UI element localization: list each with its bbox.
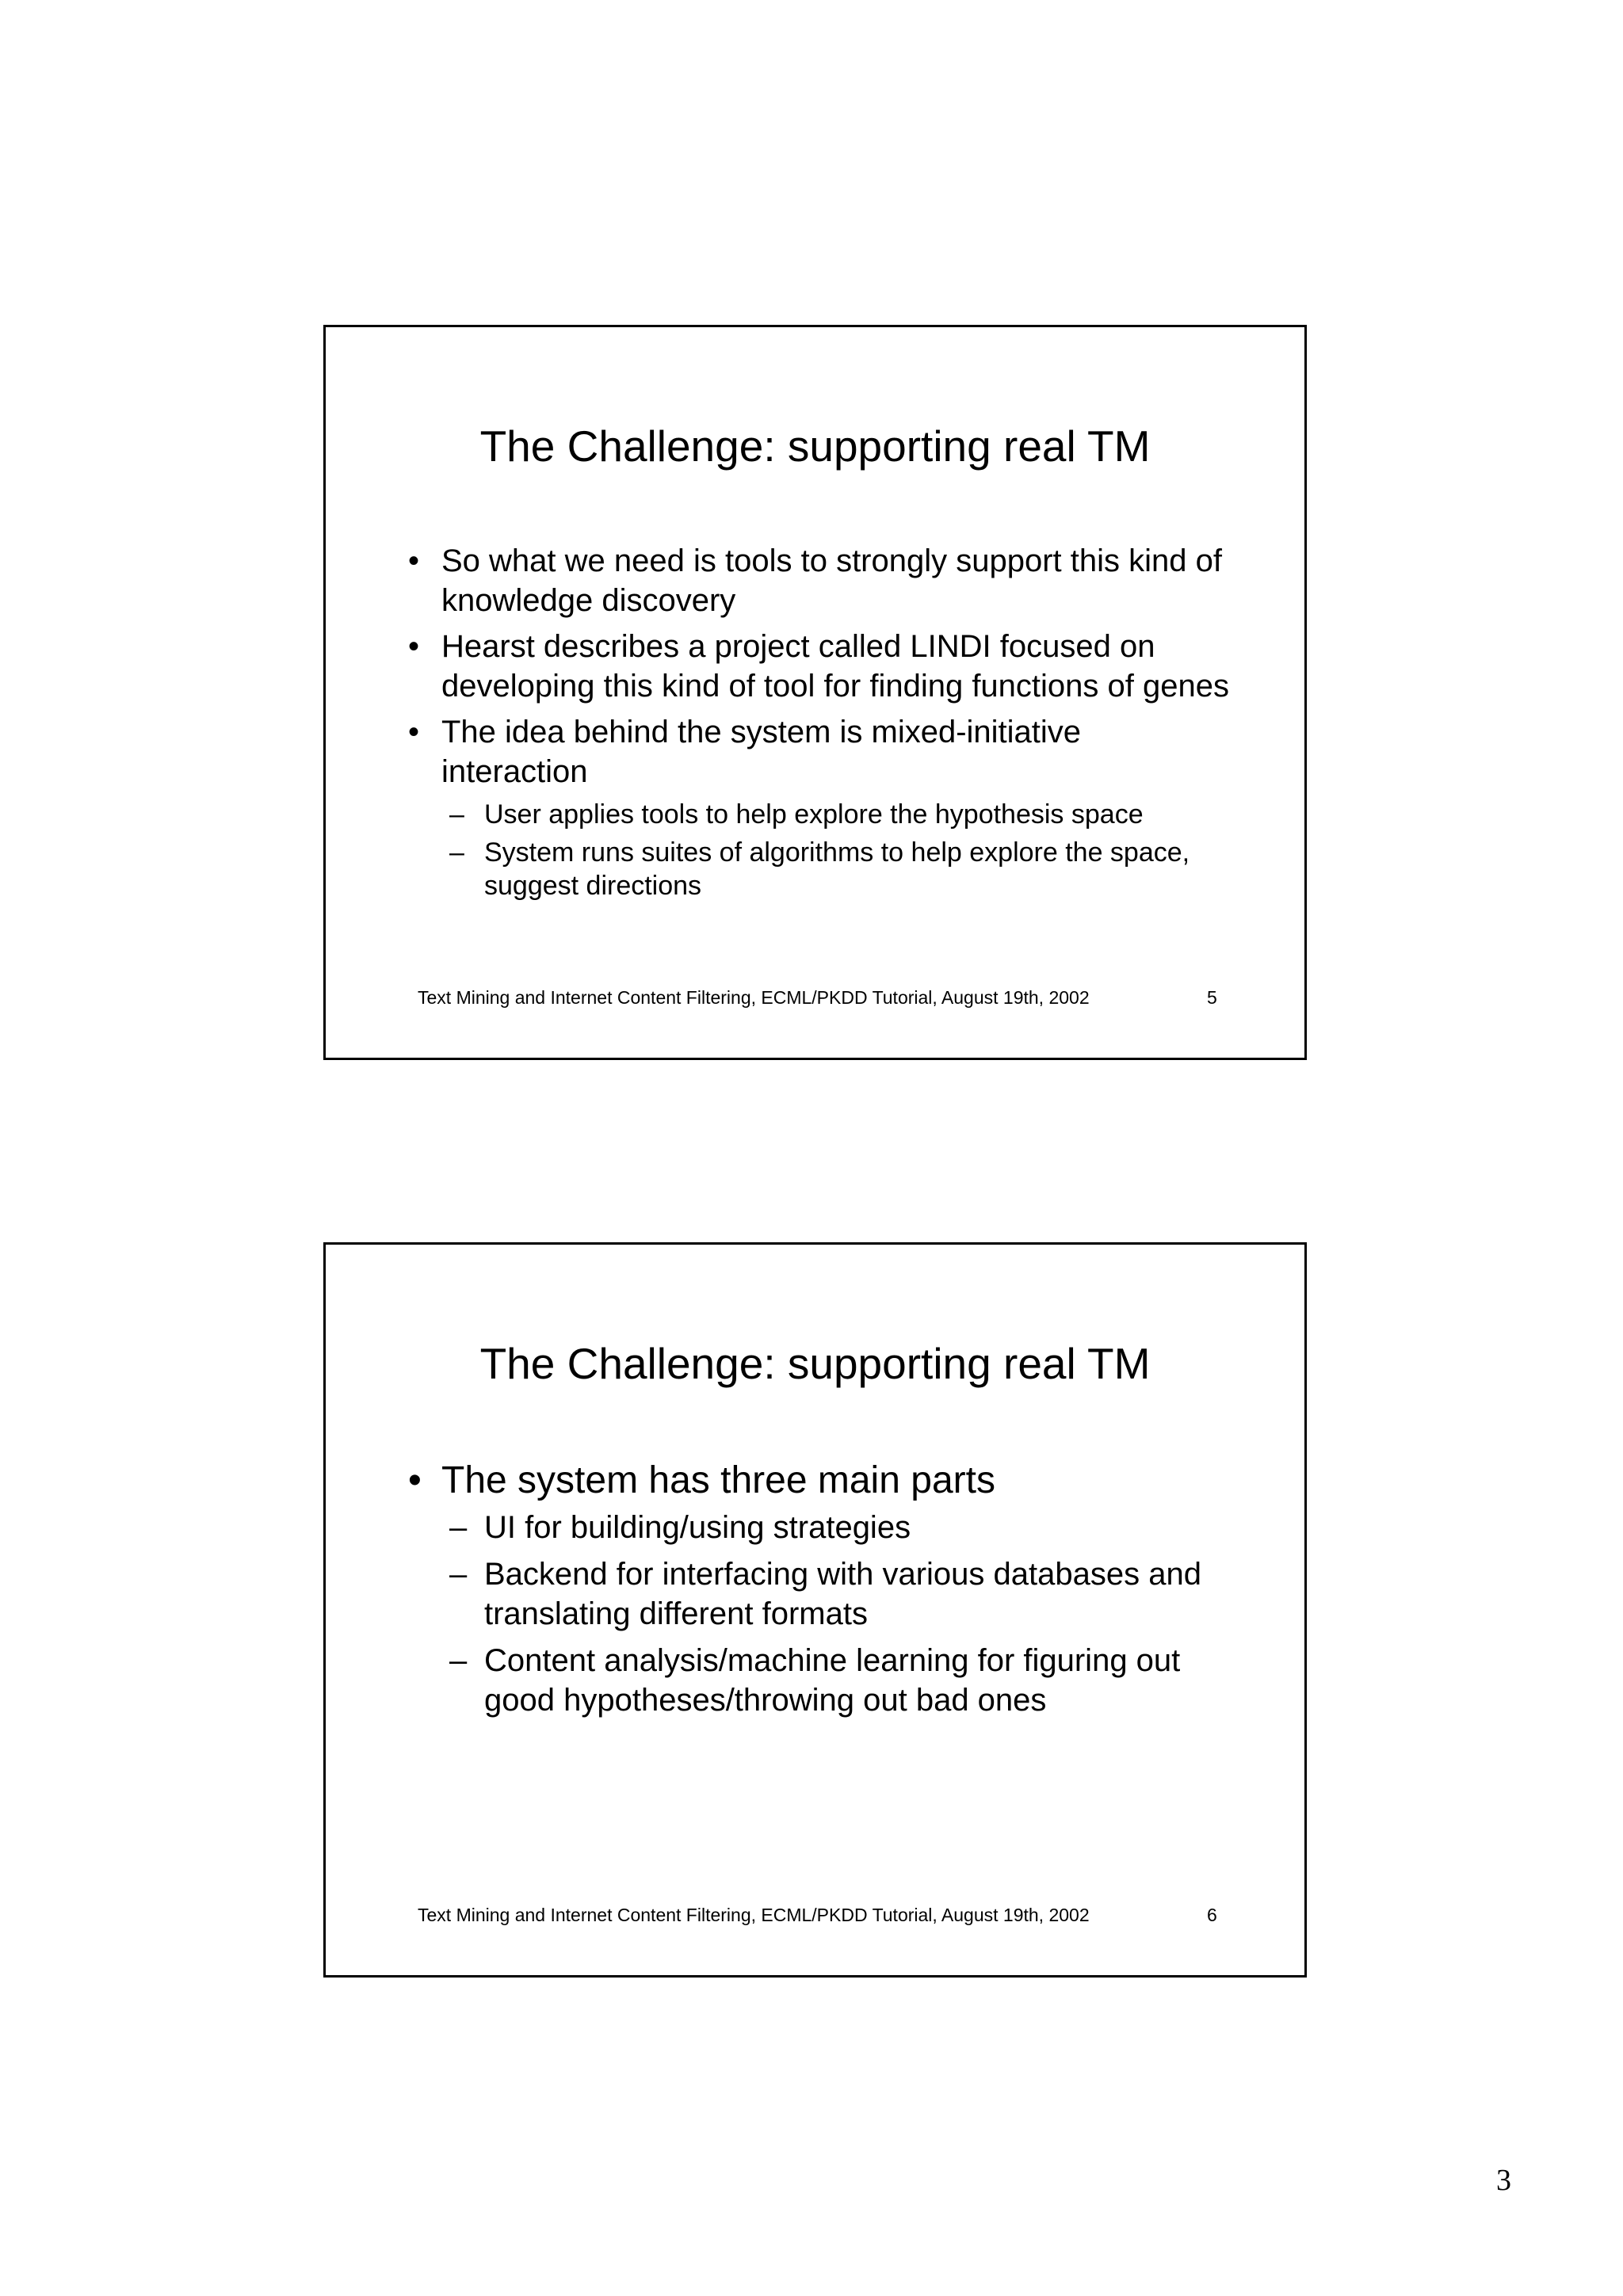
bullet-text: The system has three main parts (441, 1459, 995, 1501)
bullet-text: The idea behind the system is mixed-initiative interaction (441, 715, 1082, 789)
slide-title: The Challenge: supporting real TM (479, 421, 1151, 471)
dash-icon: – (449, 1643, 468, 1678)
page-number: 3 (1496, 2164, 1511, 2197)
sub-bullet-item (408, 836, 1233, 902)
sub-bullet-text: User applies tools to help explore the hypothesis space (484, 799, 1144, 830)
bullet-text: So what we need is tools to strongly support this kind of knowledge discovery (441, 543, 1222, 618)
dash-icon: – (449, 837, 464, 868)
dash-icon: – (449, 1557, 468, 1592)
bullet-icon: • (408, 543, 420, 578)
slide-body (408, 1459, 1233, 1727)
sub-bullet-text: Backend for interfacing with various databases and translating different formats (484, 1557, 1201, 1631)
bullet-item (408, 712, 1233, 791)
bullet-item (408, 1459, 1233, 1503)
slide-body (408, 541, 1233, 907)
bullet-text: Hearst describes a project called LINDI focused on developing this kind of tool for finding functions of genes (441, 629, 1229, 704)
sub-bullet-item (408, 798, 1233, 831)
slide-footer: Text Mining and Internet Content Filtering, ECML/PKDD Tutorial, August 19th, 2002 (418, 1905, 1090, 1925)
bullet-item (408, 627, 1233, 706)
slide-5 (323, 325, 1307, 1060)
slide-footer: Text Mining and Internet Content Filtering, ECML/PKDD Tutorial, August 19th, 2002 (418, 987, 1090, 1008)
sub-bullet-text: System runs suites of algorithms to help explore the space, suggest directions (484, 837, 1190, 901)
slide-number: 6 (1207, 1905, 1217, 1925)
slide-number: 5 (1207, 987, 1217, 1008)
slide-6 (323, 1242, 1307, 1978)
bullet-item (408, 541, 1233, 620)
bullet-icon: • (408, 715, 420, 749)
dash-icon: – (449, 799, 464, 830)
sub-bullet-text: UI for building/using strategies (484, 1510, 911, 1545)
sub-bullet-text: Content analysis/machine learning for figuring out good hypotheses/throwing out bad ones (484, 1643, 1181, 1718)
bullet-icon: • (408, 1459, 422, 1501)
dash-icon: – (449, 1510, 468, 1545)
bullet-icon: • (408, 629, 420, 664)
sub-bullet-item (408, 1554, 1233, 1634)
sub-bullet-item (408, 1508, 1233, 1547)
sub-bullet-item (408, 1641, 1233, 1720)
slide-title: The Challenge: supporting real TM (479, 1339, 1151, 1388)
